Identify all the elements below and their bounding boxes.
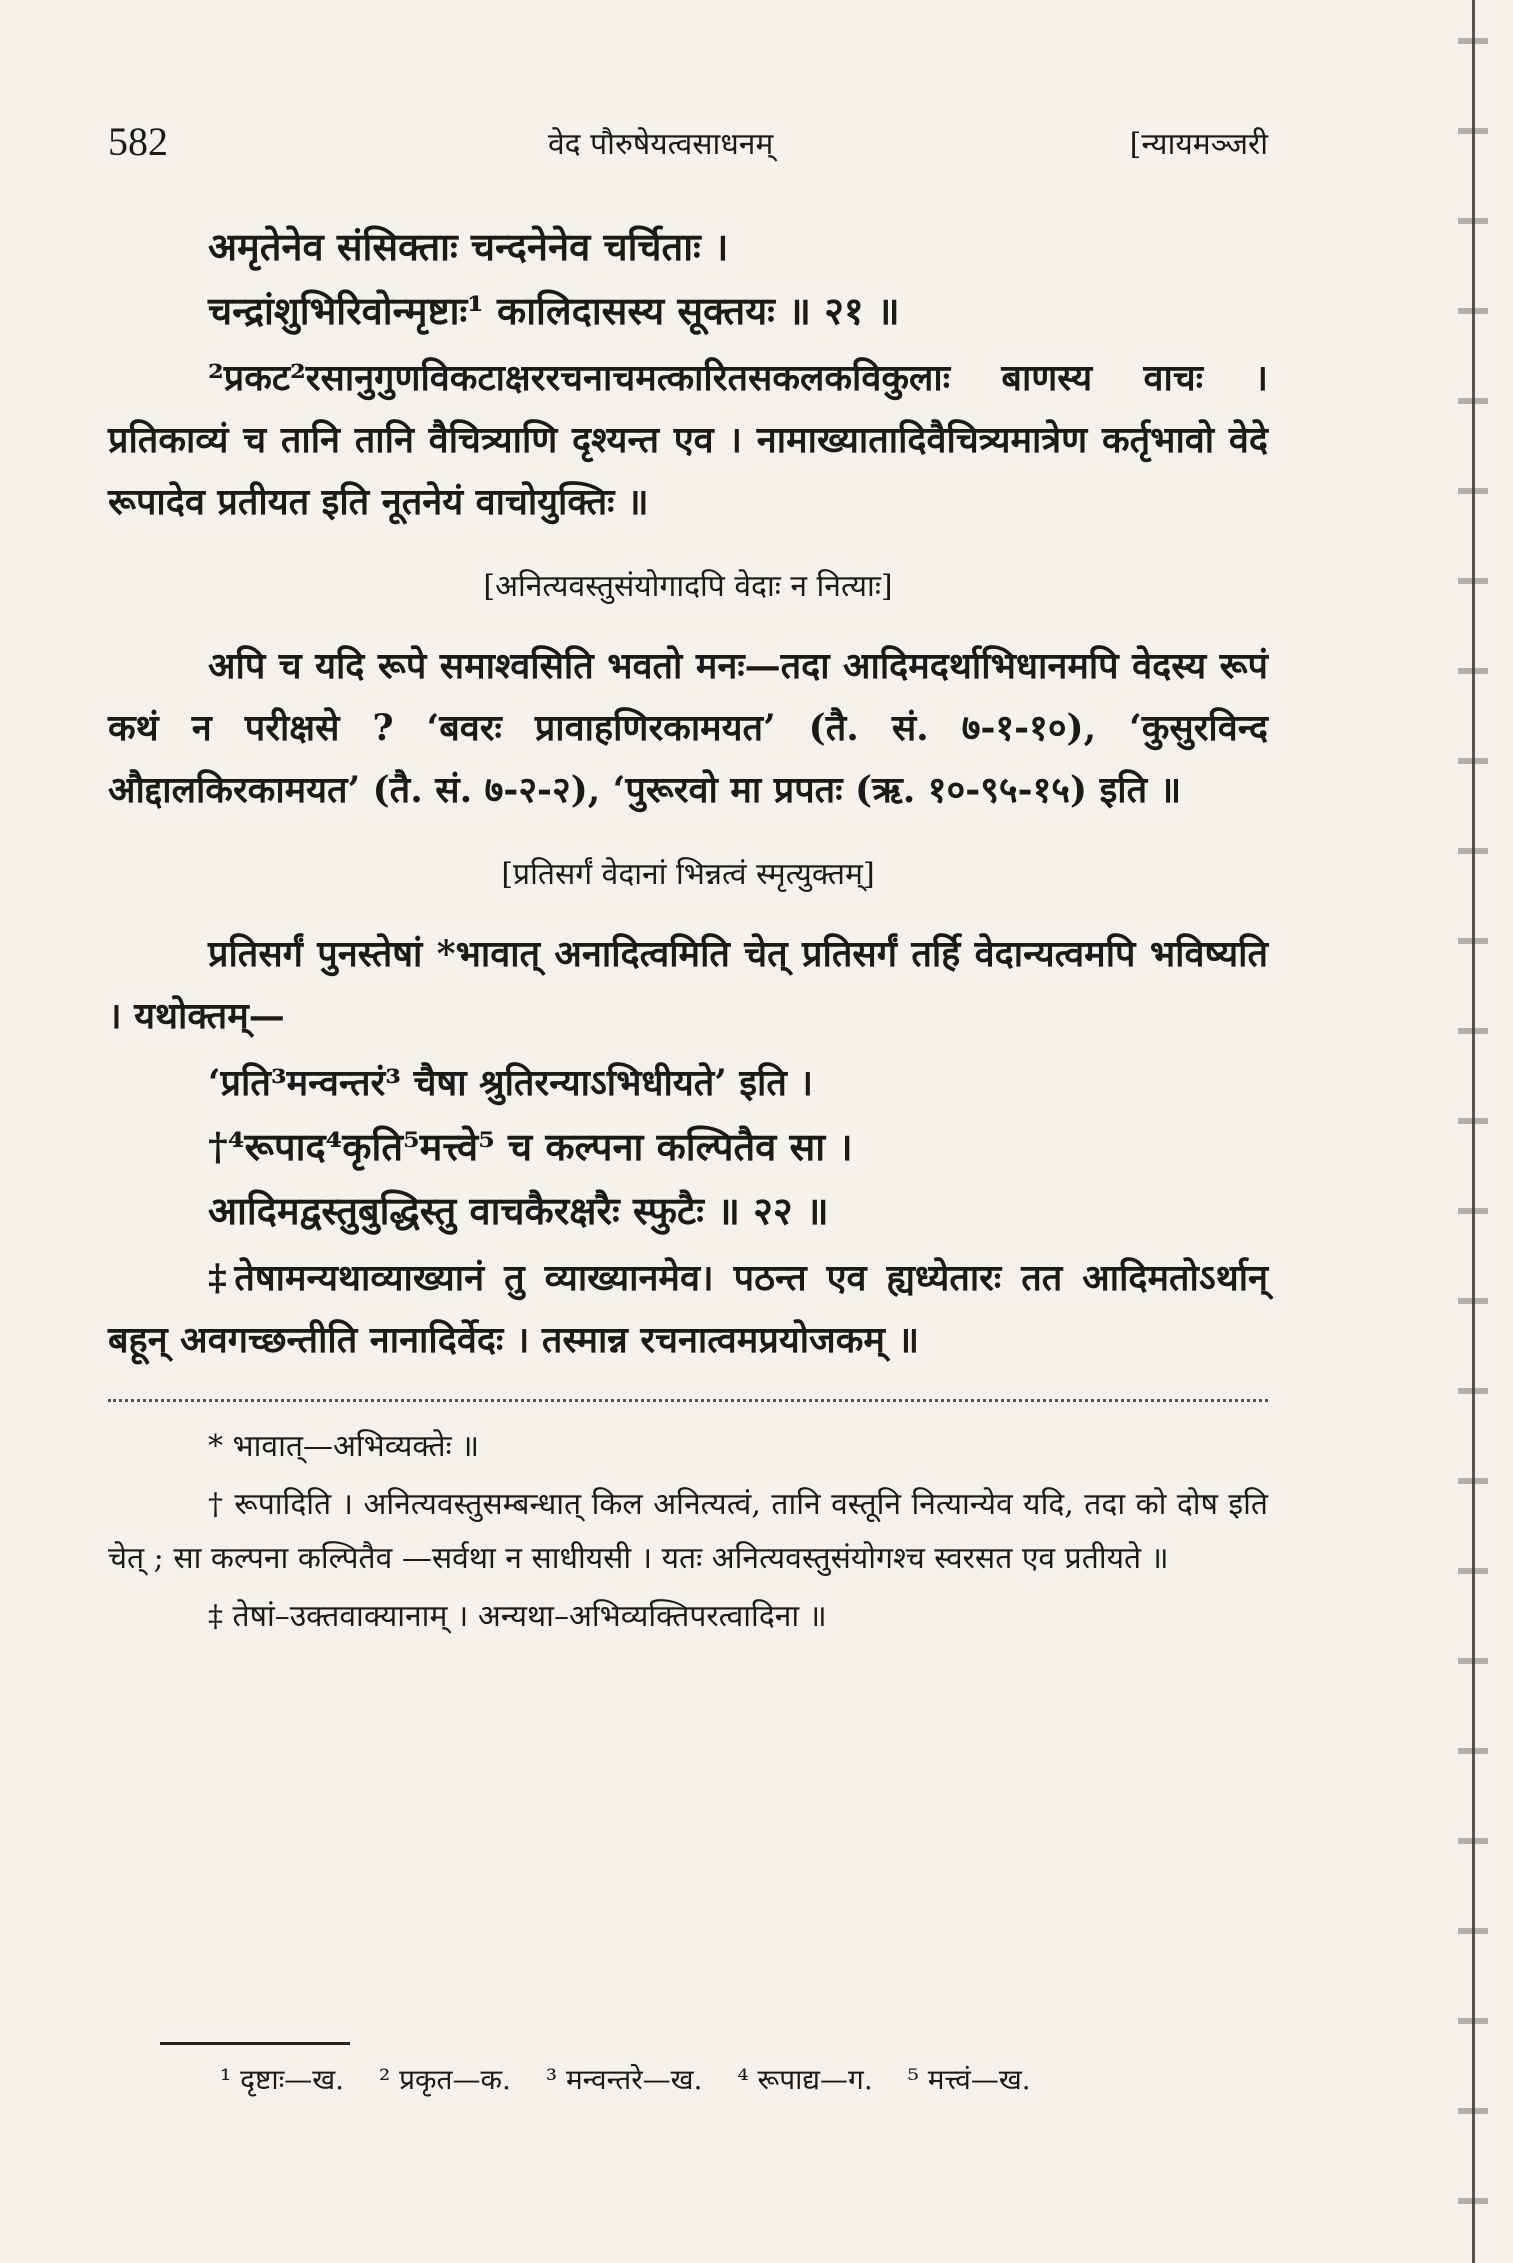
commentary-note: † रूपादिति । अनित्यवस्तुसम्बन्धात् किल अनित्यत्वं, तानि वस्तूनि नित्यान्येव यदि, तदा को दोष इति चेत् ; सा कल्पना कल्पितैव —सर्वथा न साधीयसी । यतः अनित्यवस्तुसंयोगश्च स्वरसत एव प्रतीयते ॥ (108, 1487, 1268, 1576)
footnote-rule (160, 2042, 350, 2045)
footnote: ² प्रकृत—क. (378, 2063, 511, 2096)
verse-line: आदिमद्वस्तुबुद्धिस्तु वाचकैरक्षरैः स्फुटैः ॥ २२ ॥ (208, 1188, 829, 1233)
footnote: ³ मन्वन्तरे—ख. (545, 2063, 703, 2096)
verse-line: अमृतेनेव संसिक्ताः चन्दनेनेव चर्चिताः । (208, 224, 729, 269)
running-title: वेद पौरुषेयत्वसाधनम् (548, 127, 774, 162)
paragraph: प्रतिसर्गं पुनस्तेषां *भावात् अनादित्वमिति चेत् प्रतिसर्गं तर्हि वेदान्यत्वमपि भविष्यति । यथोक्तम्— (108, 933, 1268, 1037)
paragraph: अपि च यदि रूपे समाश्वसिति भवतो मनः—तदा आदिमदर्थाभिधानमपि वेदस्य रूपं कथं न परीक्षसे ? ‘बवरः प्रावाहणिरकामयत’ (तै. सं. ७-१-१०), ‘कुसुरविन्द औद्दालकिरकामयत’ (तै. सं. ७-२-२), ‘पुरूरवो मा प्रपतः (ऋ. १०-९५-१५) इति ॥ (108, 645, 1268, 811)
commentary-note: ‡ तेषां–उक्तवाक्यानाम् । अन्यथा–अभिव्यक्तिपरत्वादिना ॥ (208, 1599, 827, 1634)
main-text (108, 215, 1268, 1648)
section-heading: [प्रतिसर्गं वेदानां भिन्नत्वं स्मृत्युक्तम्] (501, 857, 875, 892)
section-heading: [अनित्यवस्तुसंयोगादपि वेदाः न नित्याः] (483, 569, 893, 604)
paragraph: ‡तेषामन्यथाव्याख्यानं तु व्याख्यानमेव। पठन्त एव ह्यध्येतारः तत आदिमतोऽर्थान् बहून् अवगच्छन्तीति नानादिर्वेदः । तस्मान्न रचनात्वमप्रयोजकम् ॥ (108, 1257, 1268, 1361)
quote-line: ‘प्रति³मन्वन्तरं³ चैषा श्रुतिरन्याऽभिधीयते’ इति । (208, 1062, 814, 1104)
footnote: ⁵ मत्त्वं—ख. (907, 2063, 1031, 2096)
footnote: ¹ दृष्टाः—ख. (220, 2063, 345, 2096)
margin-binding-line (1472, 0, 1475, 2263)
verse-line: †⁴रूपाद⁴कृति⁵मत्त्वे⁵ च कल्पना कल्पितैव सा । (208, 1124, 853, 1169)
footnotes (220, 2060, 1057, 2100)
notes-divider (108, 1399, 1268, 1402)
footnote: ⁴ रूपाद्य—ग. (737, 2063, 873, 2096)
commentary-note: * भावात्—अभिव्यक्तेः ॥ (208, 1429, 480, 1464)
verse-line: चन्द्रांशुभिरिवोन्मृष्टाः¹ कालिदासस्य सूक्तयः ॥ २१ ॥ (208, 288, 900, 333)
section-name: [न्यायमञ्जरी (1129, 127, 1268, 162)
page-header (108, 118, 1268, 178)
paragraph: ²प्रकट²रसानुगुणविकटाक्षररचनाचमत्कारितसकलकविकुलाः बाणस्य वाचः । प्रतिकाव्यं च तानि तानि वैचित्र्याणि दृश्यन्त एव । नामाख्यातादिवैचित्र्यमात्रेण कर्तृभावो वेदे रूपादेव प्रतीयत इति नूतनेयं वाचोयुक्तिः ॥ (108, 357, 1268, 523)
page-number: 582 (108, 119, 168, 164)
